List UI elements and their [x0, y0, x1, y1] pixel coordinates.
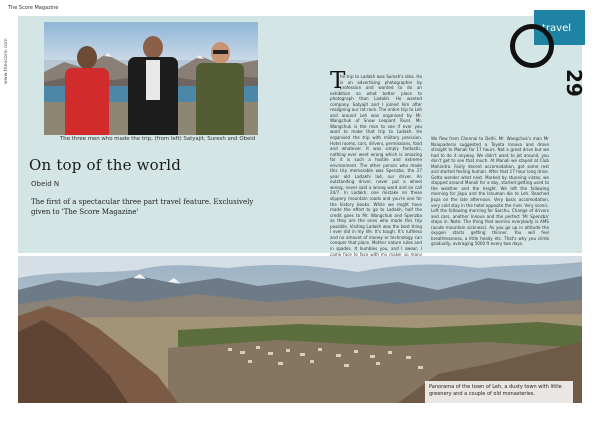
decorative-o-ring [510, 24, 554, 68]
article-column-1-text: he trip to Ladakh was Suresh's idea. He is an advertising photographer by profession and wanted to do an exhibition so what better place to photograph than Ladakh. He wanted company. Satyajit and I joined him after realigning our rat race. The entire trip to Leh and around Leh was organised by Mr. Wangchuk of Snow Leopard Tours. Mr. Wangchuk is the man to see if ever you want to make that trip to Ladakh. He organised the trip with military precision. Hotel rooms, cars, drivers, permissions, food and whatever. It was simply fantastic, nothing ever went wrong which is amazing for it is such a hostile and extreme environment. The other person who made this trip memorable was Spenzba, the 27 year old Ladakhi lad, our driver. An outstanding driver, never put a wheel wrong, never said a wrong word and on call 24/7. In Ladakh, one mistake on these slippery mountain roads and you're one for the history books. While we might have made the effort to go to Ladakh, half the credit goes to Mr. Wangchuk and Spenzba as they are the ones who made this trip possible. Visiting Ladakh was the best thing I ever did in my life. It's tough. It's ruthless and no amount of money or technology can conquer that place. Mother nature rules and in spades. It humbles you, and I swear, I came face to face with my maker so many [330, 74, 422, 257]
website-url: www.thescore.com [4, 38, 9, 84]
panorama-caption: Panorama of the town of Leh, a dusty town with little greenery and a couple of old monasteries. [425, 381, 573, 403]
article-title: On top of the world [29, 156, 182, 174]
group-photo-caption: The three men who made the trip, (from left) Satyajit, Suresh and Obeid [60, 136, 256, 142]
magazine-name: The Score Magazine [8, 5, 59, 11]
page-number: 29 [562, 69, 586, 97]
article-column-2: We flew from Chennai to Delhi. Mr. Wangchuk's man Mr Nalupaderai suggested a Toyota Innova and drove straight to Manali for 17 hours. Not a great drive but we had to do it anyway. We didn't want to jet around, you don't get to see that much. At Manali we stayed at Club Mahindra. Fairly decent accomodation, got some rest and started feeling human. After that 17 hour long drive. Gotta wonder what next. Marked by stunning vistas, we stopped around Manali for a day, started getting used to the weather and the height. We left the following morning for Jispa and the Ishuman die to Leh. Reached Jispa on the late afternoon. Very basic accomodation, very cold stay in the hotel opposite the river. Very scenic. Left the following morning for Sarchu. Change of drivers and cars, another Innova and the perfect 'Mr Spenzba' steps in. Note: The thing that worries everybody is AMS (acute mountain sickness). As you go up in altitude the oxygen starts getting thinner. You will feel breathlessness, a little heady etc. That's why you climb gradually, averaging 5000 ft every two days. [431, 136, 550, 247]
article-column-1 [330, 74, 422, 263]
group-photo [44, 22, 258, 135]
article-byline: Obeid N [31, 180, 60, 188]
section-label: travel [542, 23, 572, 34]
drop-cap: T [330, 68, 346, 94]
article-standfirst: The first of a spectacular three part travel feature. Exclusively given to 'The Score Magazine' [31, 198, 254, 216]
